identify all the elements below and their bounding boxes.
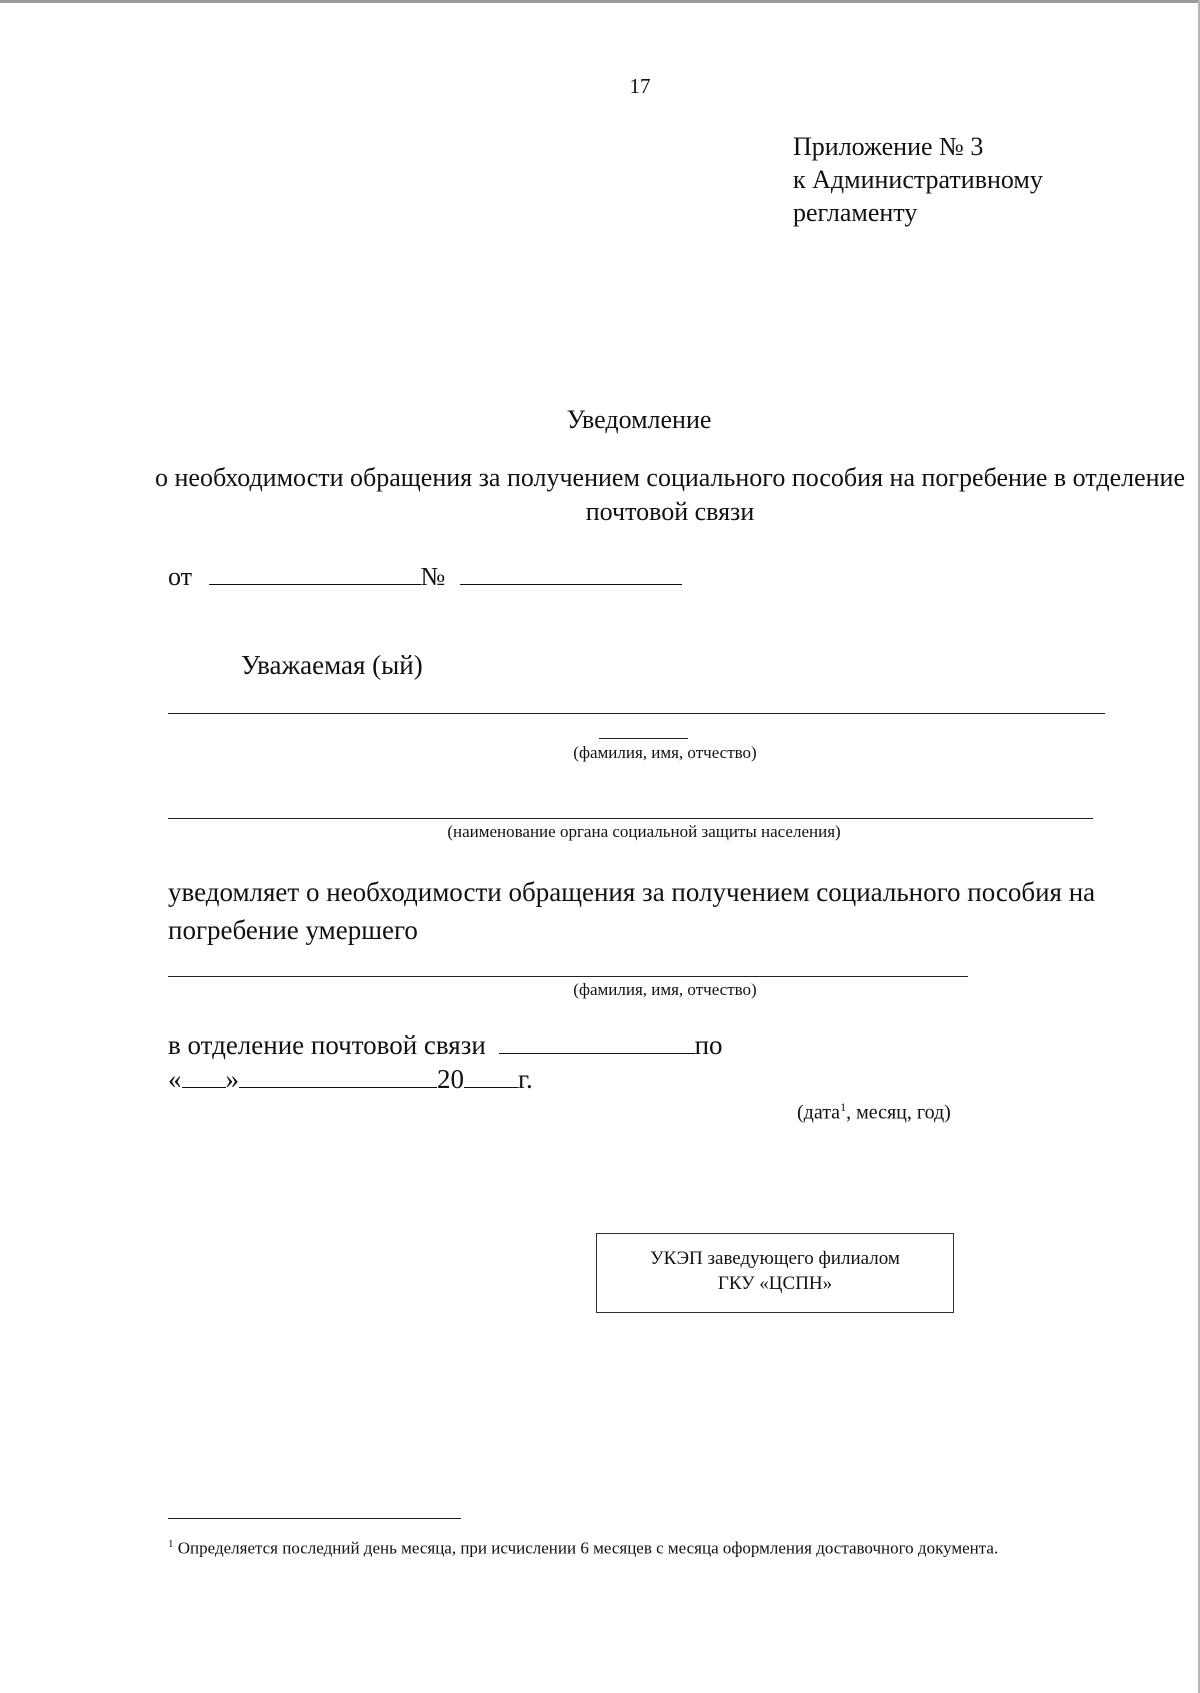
recipient-name-caption: (фамилия, имя, отчество) — [573, 743, 757, 762]
footnote-separator — [168, 1518, 461, 1519]
number-blank — [460, 583, 682, 585]
signature-box — [596, 1233, 954, 1313]
signature-line-2: ГКУ «ЦСПН» — [717, 1273, 833, 1294]
footnote-text: Определяется последний день месяца, при исчислении 6 месяцев с месяца оформления доставочного документа. — [177, 1538, 999, 1558]
scan-edge-top — [0, 0, 1200, 3]
notice-body-text: уведомляет о необходимости обращения за получением социального пособия на погребение умершего — [168, 877, 1096, 945]
day-blank — [182, 1086, 226, 1088]
day-open-quote: « — [168, 1064, 182, 1094]
organ-name-line — [168, 818, 1093, 819]
appendix-line-2: к Административному — [793, 165, 1043, 194]
date-caption-start: (дата — [797, 1101, 841, 1124]
document-subtitle: о необходимости обращения за получением социального пособия на погребение в отделение почтовой связи — [155, 463, 1185, 526]
appendix-line-1: Приложение № 3 — [793, 132, 984, 161]
date-caption-end: , месяц, год) — [846, 1101, 951, 1124]
document-title: Уведомление — [566, 405, 712, 434]
date-blank — [209, 583, 421, 585]
signature-line-1: УКЭП заведующего филиалом — [650, 1248, 900, 1269]
number-label: № — [420, 562, 446, 591]
post-office-label: в отделение почтовой связи — [168, 1030, 486, 1060]
organ-name-caption: (наименование органа социальной защиты населения) — [447, 822, 841, 841]
day-close-quote: » — [225, 1064, 239, 1094]
post-office-blank — [499, 1052, 695, 1054]
footnote-ref: 1 — [840, 1100, 847, 1114]
year-suffix: г. — [518, 1064, 533, 1094]
salutation: Уважаемая (ый) — [241, 650, 423, 680]
appendix-header — [793, 130, 1043, 229]
post-office-row — [168, 1030, 723, 1061]
date-number-row — [168, 562, 682, 592]
appendix-line-3: регламенту — [793, 198, 918, 227]
date-caption — [797, 1100, 951, 1125]
footnote-mark: 1 — [168, 1538, 174, 1550]
post-office-until-label: по — [694, 1030, 723, 1060]
page-number: 17 — [629, 74, 651, 98]
year-prefix: 20 — [437, 1064, 464, 1094]
recipient-name-line — [168, 713, 1105, 714]
deceased-name-line — [168, 976, 968, 977]
from-label: от — [168, 562, 193, 591]
scan-mark-line — [599, 738, 688, 739]
deceased-name-caption: (фамилия, имя, отчество) — [573, 980, 757, 999]
footnote — [168, 1532, 1108, 1561]
year-blank — [464, 1086, 518, 1088]
deadline-date-row — [168, 1064, 533, 1095]
month-blank — [239, 1086, 437, 1088]
